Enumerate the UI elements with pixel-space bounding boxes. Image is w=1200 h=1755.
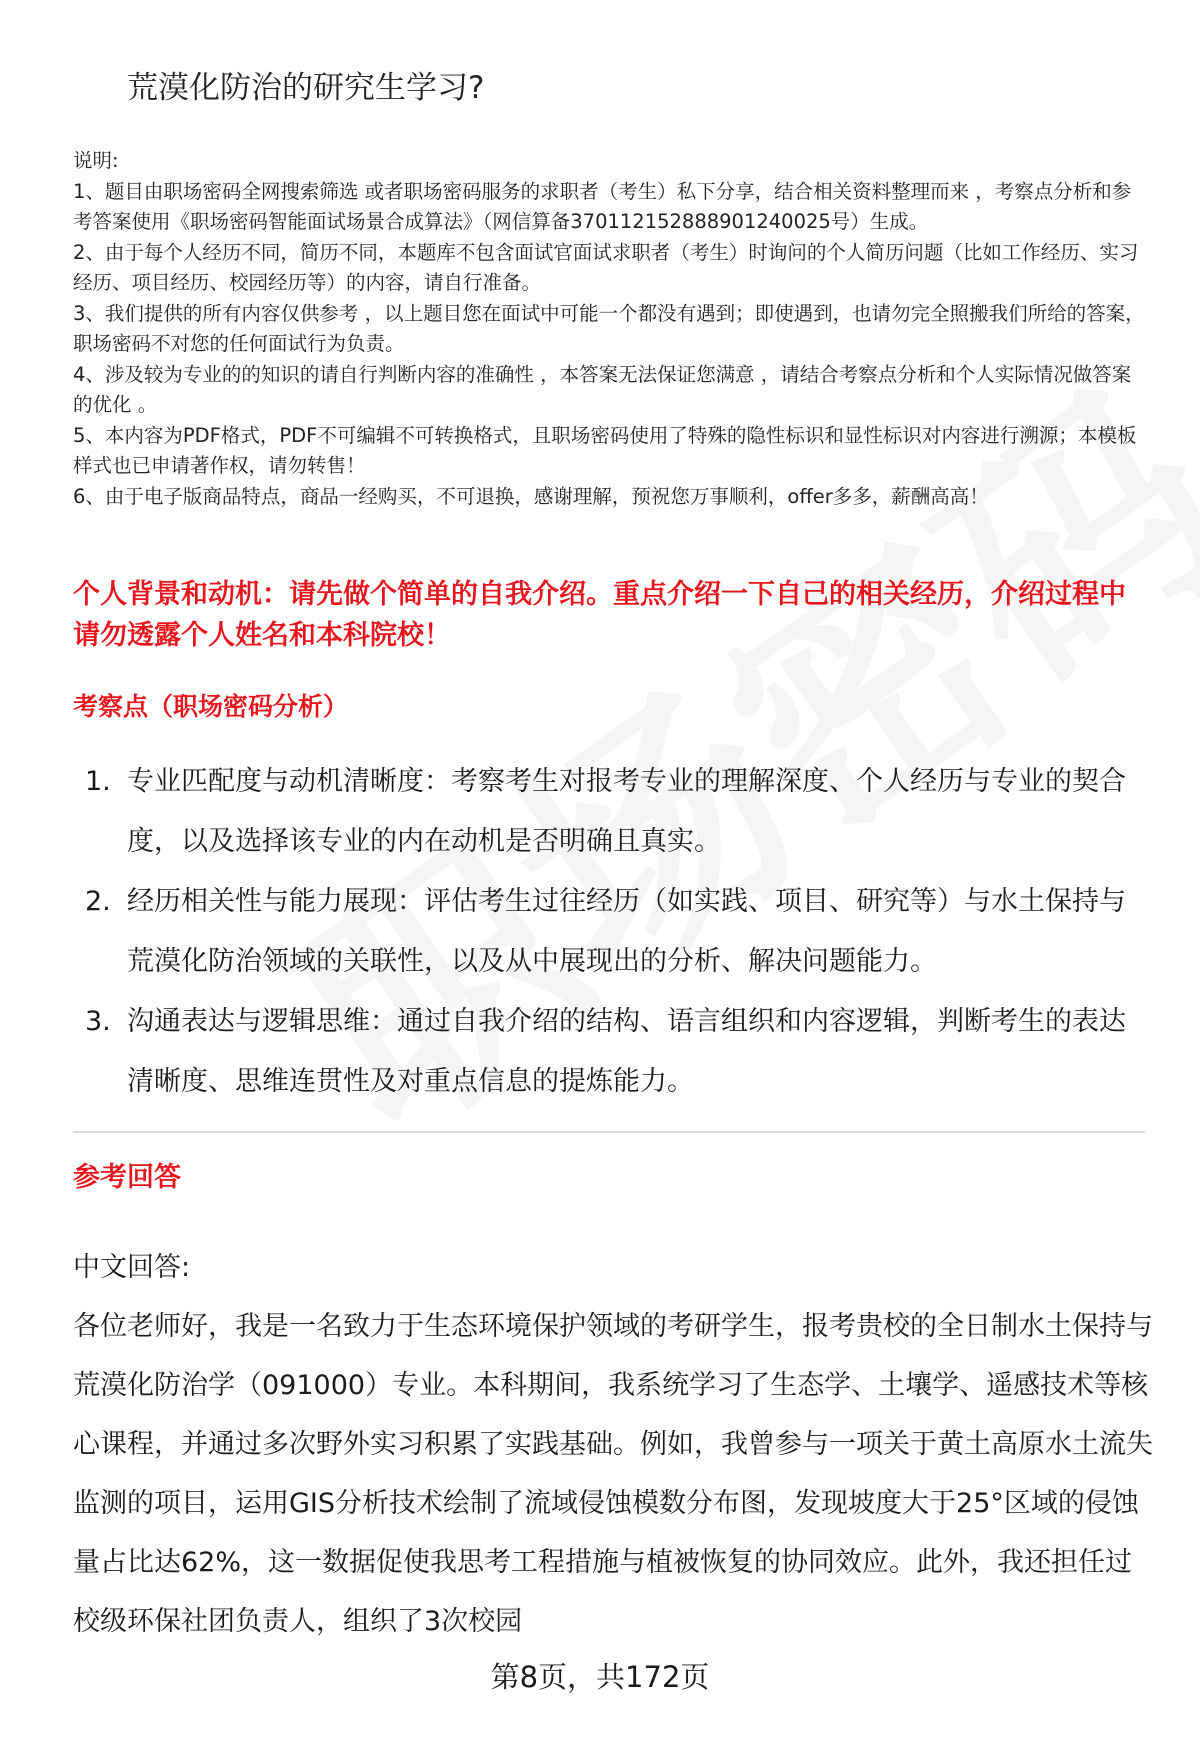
divider bbox=[73, 1131, 1145, 1133]
answer-heading: 参考回答 bbox=[73, 1162, 181, 1193]
analysis-list bbox=[73, 752, 1148, 1112]
note-item: 5、本内容为PDF格式，PDF不可编辑不可转换格式，且职场密码使用了特殊的隐性标识和显性标识对内容进行溯源；本模板样式也已申请著作权，请勿转售！ bbox=[73, 423, 1137, 477]
analysis-heading: 考察点（职场密码分析） bbox=[73, 692, 349, 721]
note-item: 6、由于电子版商品特点，商品一经购买，不可退换，感谢理解，预祝您万事顺利，offer多多，薪酬高高！ bbox=[73, 484, 989, 508]
list-item bbox=[73, 752, 1148, 872]
note-item: 1、题目由职场密码全网搜索筛选 或者职场密码服务的求职者（考生）私下分享，结合相关资料整理而来 ，考察点分析和参考答案使用《职场密码智能面试场景合成算法》（网信算备370112152888901240025号）生成。 bbox=[73, 179, 1132, 233]
list-item bbox=[73, 992, 1148, 1112]
note-item: 3、我们提供的所有内容仅供参考 ，以上题目您在面试中可能一个都没有遇到；即使遇到，也请勿完全照搬我们所给的答案，职场密码不对您的任何面试行为负责。 bbox=[73, 301, 1145, 355]
answer-body bbox=[73, 1238, 1158, 1651]
notes-section bbox=[73, 146, 1148, 512]
answer-text: 各位老师好，我是一名致力于生态环境保护领域的考研学生，报考贵校的全日制水土保持与荒漠化防治学（091000）专业。本科期间，我系统学习了生态学、土壤学、遥感技术等核心课程，并通过多次野外实习积累了实践基础。例如，我曾参与一项关于黄土高原水土流失监测的项目，运用GIS分析技术绘制了流域侵蚀模数分布图，发现坡度大于25°区域的侵蚀量占比达62%，这一数据促使我思考工程措施与植被恢复的协同效应。此外，我还担任过校级环保社团负责人，组织了3次校园 bbox=[73, 1311, 1153, 1637]
list-number: 1. bbox=[85, 766, 111, 797]
list-text: 经历相关性与能力展现：评估考生过往经历（如实践、项目、研究等）与水土保持与荒漠化防治领域的关联性，以及从中展现出的分析、解决问题能力。 bbox=[127, 886, 1126, 977]
list-text: 沟通表达与逻辑思维：通过自我介绍的结构、语言组织和内容逻辑，判断考生的表达清晰度、思维连贯性及对重点信息的提炼能力。 bbox=[127, 1006, 1126, 1097]
note-item: 2、由于每个人经历不同，简历不同，本题库不包含面试官面试求职者（考生）时询问的个人简历问题（比如工作经历、实习经历、项目经历、校园经历等）的内容，请自行准备。 bbox=[73, 240, 1139, 294]
list-number: 3. bbox=[85, 1006, 111, 1037]
notes-heading: 说明: bbox=[73, 149, 119, 172]
interview-question: 个人背景和动机：请先做个简单的自我介绍。重点介绍一下自己的相关经历，介绍过程中请勿透露个人姓名和本科院校！ bbox=[73, 579, 1126, 651]
list-number: 2. bbox=[85, 886, 111, 917]
answer-label: 中文回答: bbox=[73, 1252, 191, 1283]
list-item bbox=[73, 872, 1148, 992]
note-item: 4、涉及较为专业的的知识的请自行判断内容的准确性 ，本答案无法保证您满意 ，请结合考察点分析和个人实际情况做答案的优化 。 bbox=[73, 362, 1132, 416]
page-number: 第8页，共172页 bbox=[490, 1660, 710, 1694]
list-text: 专业匹配度与动机清晰度：考察考生对报考专业的理解深度、个人经历与专业的契合度，以及选择该专业的内在动机是否明确且真实。 bbox=[127, 766, 1126, 857]
page-title: 荒漠化防治的研究生学习? bbox=[127, 70, 485, 106]
